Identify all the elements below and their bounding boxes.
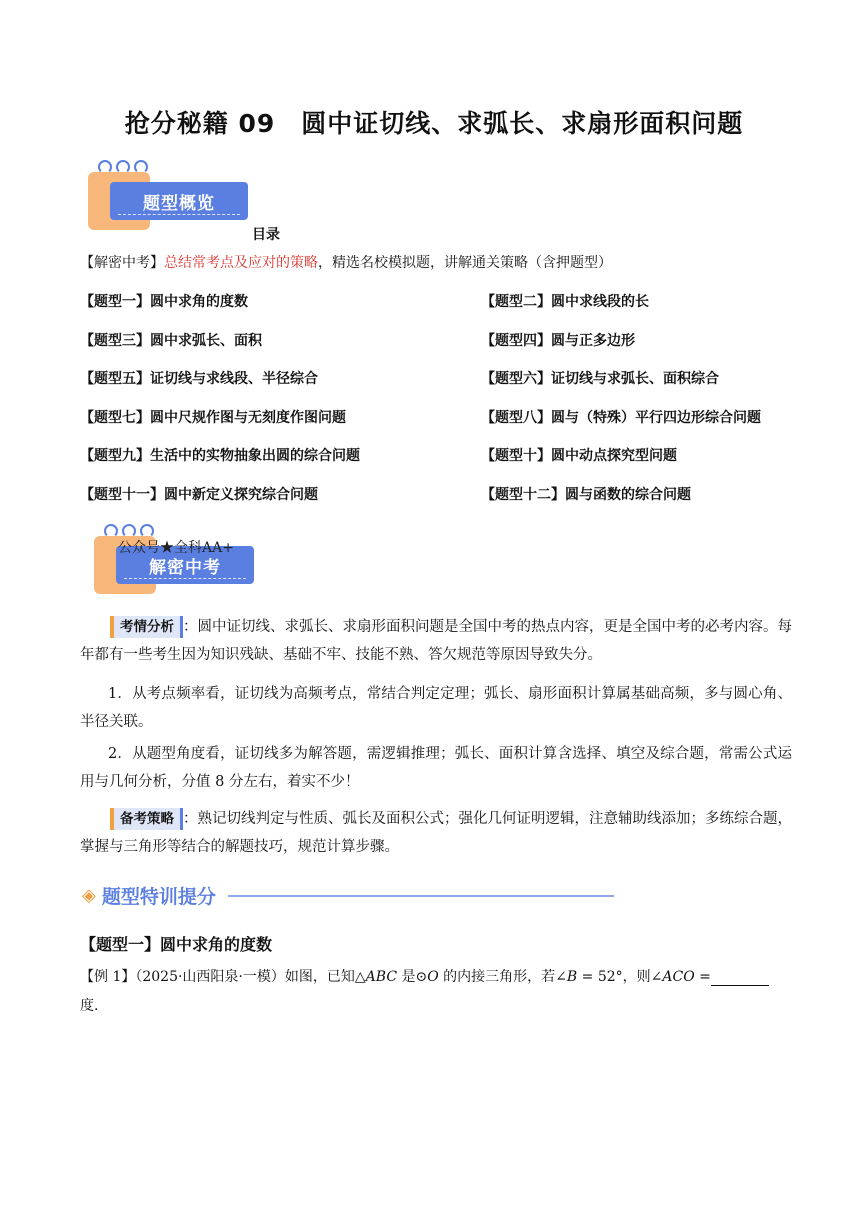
strategy-tag: 备考策略 — [110, 808, 183, 830]
toc-item[interactable]: 【题型四】圆与正多边形 — [481, 333, 635, 349]
section-badge-overview — [88, 160, 248, 230]
analysis-tag: 考情分析 — [110, 616, 183, 638]
intro-rest: ，精选名校模拟题，讲解通关策略（含押题型） — [318, 255, 612, 271]
toc-item[interactable]: 【题型三】圆中求弧长、面积 — [80, 333, 262, 349]
badge-label: 题型概览 — [110, 182, 248, 220]
type1-heading: 【题型一】圆中求角的度数 — [80, 935, 273, 954]
watermark-text: 公众号★全科AA+ — [118, 540, 234, 556]
intro-highlight: 总结常考点及应对的策略 — [164, 255, 318, 271]
toc-item[interactable]: 【题型十】圆中动点探究型问题 — [481, 448, 677, 464]
answer-blank[interactable] — [711, 971, 769, 986]
analysis-point-2: 2．从题型角度看，证切线多为解答题，需逻辑推理；弧长、面积计算含选择、填空及综合题，常需公式运用与几何分析，分值 8 分左右，着实不少！ — [80, 746, 792, 790]
badge-label: 解密中考 — [116, 546, 254, 584]
toc-item[interactable]: 【题型五】证切线与求线段、半径综合 — [80, 371, 318, 387]
example-1-end: 度. — [80, 998, 99, 1014]
toc-heading: 目录 — [252, 227, 280, 243]
strategy-text: ：熟记切线判定与性质、弧长及面积公式；强化几何证明逻辑，注意辅助线添加；多练综合题，掌握与三角形等结合的解题技巧，规范计算步骤。 — [80, 811, 792, 855]
analysis-point-1: 1．从考点频率看，证切线为高频考点，常结合判定定理；弧长、扇形面积计算属基础高频，多与圆心角、半径关联。 — [80, 686, 792, 730]
analysis-text: ：圆中证切线、求弧长、求扇形面积问题是全国中考的热点内容，更是全国中考的必考内容。每年都有一些考生因为知识残缺、基础不牢、技能不熟、答欠规范等原因导致失分。 — [80, 619, 792, 663]
example-1: 【例 1】（2025·山西阳泉·一模）如图，已知△ABC 是⊙O 的内接三角形，若∠B = 52°，则∠ACO = — [80, 966, 769, 986]
toc-item[interactable]: 【题型二】圆中求线段的长 — [481, 294, 649, 310]
intro-prefix: 【解密中考】 — [80, 255, 164, 271]
toc-item[interactable]: 【题型八】圆与（特殊）平行四边形综合问题 — [481, 410, 761, 426]
toc-item[interactable]: 【题型六】证切线与求弧长、面积综合 — [481, 371, 719, 387]
toc-item[interactable]: 【题型七】圆中尺规作图与无刻度作图问题 — [80, 410, 346, 426]
toc-item[interactable]: 【题型九】生活中的实物抽象出圆的综合问题 — [80, 448, 360, 464]
section-badge-decode — [94, 524, 254, 594]
toc-item[interactable]: 【题型十二】圆与函数的综合问题 — [481, 487, 691, 503]
section-title: 题型特训提分 — [101, 886, 216, 908]
toc-item[interactable]: 【题型一】圆中求角的度数 — [80, 294, 248, 310]
intro-line — [80, 252, 612, 272]
analysis-paragraph — [80, 613, 792, 669]
toc-item[interactable]: 【题型十一】圆中新定义探究综合问题 — [80, 487, 318, 503]
section-header — [82, 882, 614, 909]
double-chevron-icon: ◈ — [82, 885, 96, 906]
section-divider — [228, 895, 614, 897]
strategy-paragraph — [80, 805, 792, 861]
page-title: 抢分秘籍 09 圆中证切线、求弧长、求扇形面积问题 — [124, 109, 744, 138]
